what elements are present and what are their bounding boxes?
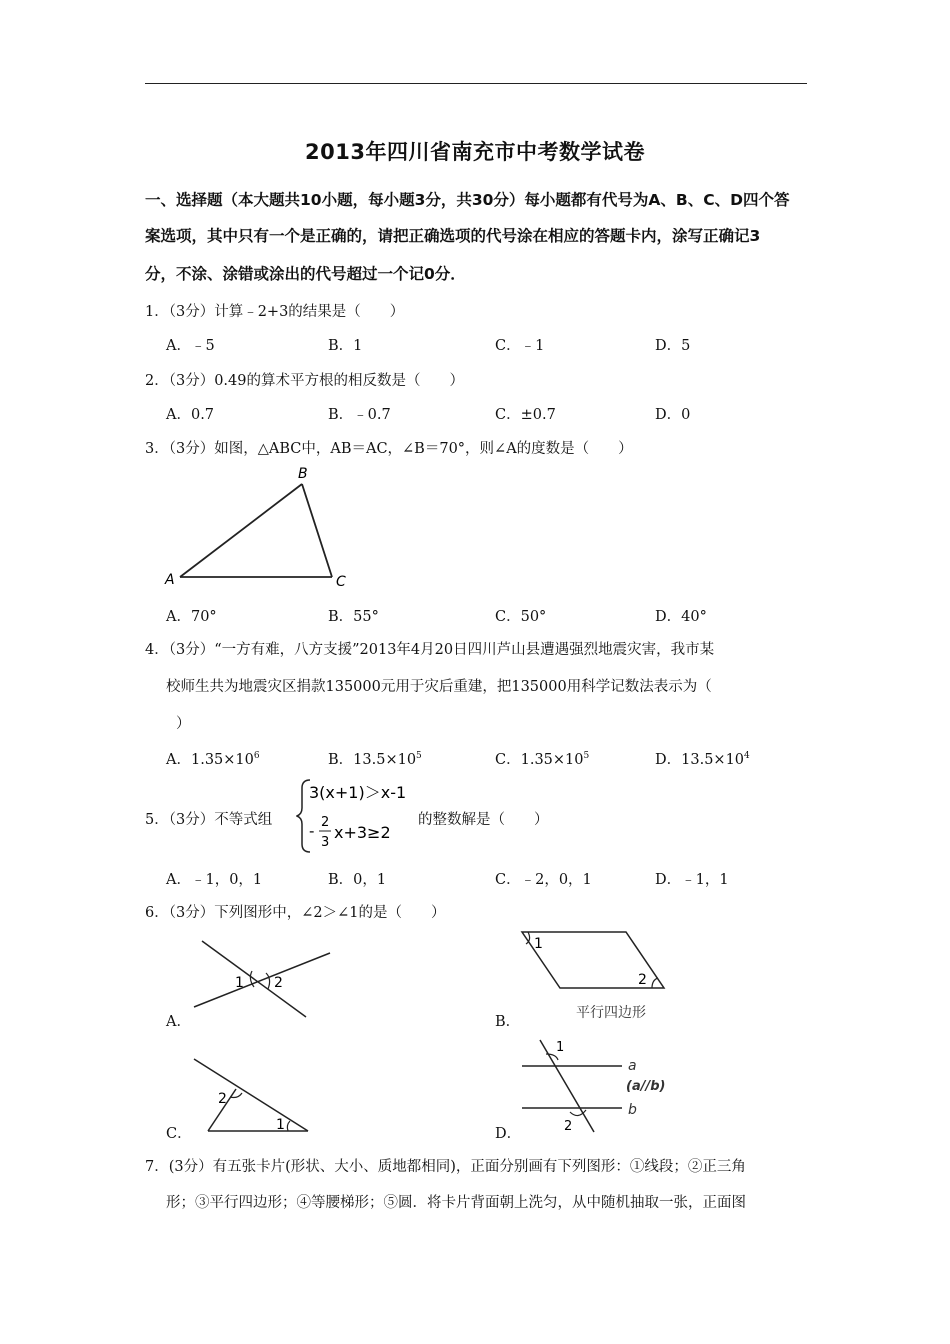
question-5-option-a: A．﹣1，0，1 bbox=[166, 872, 263, 888]
page-title: 2013年四川省南充市中考数学试卷 bbox=[305, 140, 645, 164]
angle-label-2: 2 bbox=[564, 1119, 573, 1134]
question-7-stem-line2: 形；③平行四边形；④等腰梯形；⑤圆．将卡片背面朝上洗匀，从中随机抽取一张，正面图 bbox=[166, 1195, 746, 1211]
question-2-stem: 2．（3分）0.49的算术平方根的相反数是（ ） bbox=[145, 373, 464, 389]
section-instructions-line1: 一、选择题（本大题共10小题，每小题3分，共30分）每小题都有代号为A、B、C、D四个答 bbox=[145, 191, 790, 209]
question-4-option-d bbox=[655, 748, 750, 769]
option-prefix: D． bbox=[655, 752, 682, 768]
angle-label-1: 1 bbox=[276, 1117, 285, 1133]
triangle-side-ab bbox=[180, 484, 302, 577]
option-prefix: A． bbox=[166, 752, 191, 768]
question-6-stem: 6．（3分）下列图形中，∠2＞∠1的是（ ） bbox=[145, 905, 446, 921]
line-label-b: b bbox=[628, 1102, 637, 1118]
vertex-label-a: A bbox=[165, 572, 175, 588]
option-exponent: 4 bbox=[744, 751, 750, 762]
question-4-option-c bbox=[495, 748, 589, 769]
angle-label-1: 1 bbox=[556, 1040, 565, 1055]
section-instructions-line3: 分，不涂、涂错或涂出的代号超过一个记0分． bbox=[145, 265, 466, 283]
question-1-option-b: B．1 bbox=[328, 338, 363, 354]
question-2-option-a: A．0.7 bbox=[166, 407, 215, 423]
angle-2-arc bbox=[266, 973, 270, 989]
question-5-option-b: B．0，1 bbox=[328, 872, 387, 888]
inequality-2-rest: x+3≥2 bbox=[334, 823, 391, 842]
option-exponent: 5 bbox=[416, 751, 422, 762]
question-3-stem: 3．（3分）如图，△ABC中，AB＝AC，∠B＝70°，则∠A的度数是（ ） bbox=[145, 441, 633, 457]
question-5-stem-prefix: 5．（3分）不等式组 bbox=[145, 812, 273, 828]
parallel-note: (a//b) bbox=[626, 1079, 666, 1094]
triangle-side-bc bbox=[302, 484, 332, 577]
question-6-figure-c bbox=[190, 1055, 315, 1135]
question-6-option-b: B． bbox=[495, 1014, 521, 1030]
vertex-label-c: C bbox=[336, 574, 346, 590]
question-3-triangle-figure bbox=[160, 462, 360, 592]
section-instructions-line2: 案选项，其中只有一个是正确的，请把正确选项的代号涂在相应的答题卡内，涂写正确记3 bbox=[145, 227, 761, 245]
transversal-line bbox=[194, 1059, 308, 1131]
question-6-option-a: A． bbox=[166, 1014, 191, 1030]
question-6-option-d: D． bbox=[495, 1126, 522, 1142]
question-6-figure-a bbox=[190, 937, 340, 1022]
intersecting-line-1 bbox=[202, 941, 306, 1017]
question-1-stem: 1．（3分）计算﹣2+3的结果是（ ） bbox=[145, 304, 405, 320]
question-4-option-b bbox=[328, 748, 422, 769]
angle-label-2: 2 bbox=[638, 972, 647, 988]
question-4-stem-line3: ） bbox=[176, 716, 191, 732]
question-3-option-c: C．50° bbox=[495, 609, 547, 625]
option-exponent: 6 bbox=[253, 751, 260, 762]
question-7-stem-line1: 7．(3分）有五张卡片(形状、大小、质地都相同)，正面分别画有下列图形：①线段；②正三角 bbox=[145, 1159, 746, 1175]
inequality-2-minus: - bbox=[309, 822, 315, 840]
inequality-2-denominator: 3 bbox=[321, 835, 330, 850]
question-6-figure-d bbox=[518, 1036, 678, 1136]
inequality-2-numerator: 2 bbox=[321, 815, 330, 830]
question-1-option-c: C．﹣1 bbox=[495, 338, 545, 354]
angle-2-arc bbox=[652, 978, 658, 988]
option-prefix: C． bbox=[495, 752, 521, 768]
option-base: 1.35×10 bbox=[190, 752, 254, 768]
question-5-inequality-system bbox=[296, 776, 411, 856]
question-3-option-a: A．70° bbox=[166, 609, 217, 625]
question-6-option-c: C． bbox=[166, 1126, 192, 1142]
angle-label-1: 1 bbox=[235, 975, 244, 991]
option-exponent: 5 bbox=[583, 751, 590, 762]
vertex-label-b: B bbox=[298, 466, 308, 482]
question-2-option-b: B．﹣0.7 bbox=[328, 407, 391, 423]
question-4-option-a bbox=[166, 748, 260, 769]
option-prefix: B． bbox=[328, 752, 354, 768]
question-2-option-d: D．0 bbox=[655, 407, 691, 423]
line-label-a: a bbox=[628, 1058, 637, 1074]
option-base: 1.35×10 bbox=[520, 752, 584, 768]
option-base: 13.5×10 bbox=[681, 752, 745, 768]
question-6-figure-b bbox=[518, 928, 678, 1026]
question-3-option-b: B．55° bbox=[328, 609, 379, 625]
question-4-stem-line1: 4．（3分）“一方有难，八方支援”2013年4月20日四川芦山县遭遇强烈地震灾害，我市某 bbox=[145, 642, 715, 658]
question-2-option-c: C．±0.7 bbox=[495, 407, 556, 423]
option-base: 13.5×10 bbox=[353, 752, 417, 768]
header-rule bbox=[145, 83, 807, 84]
question-5-option-d: D．﹣1，1 bbox=[655, 872, 729, 888]
question-4-stem-line2: 校师生共为地震灾区捐款135000元用于灾后重建，把135000用科学记数法表示为（ bbox=[166, 679, 712, 695]
question-1-option-d: D．5 bbox=[655, 338, 691, 354]
angle-label-1: 1 bbox=[534, 936, 543, 952]
angle-label-2: 2 bbox=[274, 975, 283, 991]
inequality-1: 3(x+1)＞x-1 bbox=[309, 783, 407, 802]
intersecting-line-2 bbox=[194, 953, 330, 1007]
question-1-option-a: A．﹣5 bbox=[166, 338, 215, 354]
question-5-option-c: C．﹣2，0，1 bbox=[495, 872, 592, 888]
angle-label-2: 2 bbox=[218, 1091, 227, 1107]
question-3-option-d: D．40° bbox=[655, 609, 707, 625]
figure-b-caption: 平行四边形 bbox=[576, 1005, 646, 1021]
angle-1-arc bbox=[287, 1121, 290, 1131]
question-5-stem-suffix: 的整数解是（ ） bbox=[418, 812, 549, 828]
